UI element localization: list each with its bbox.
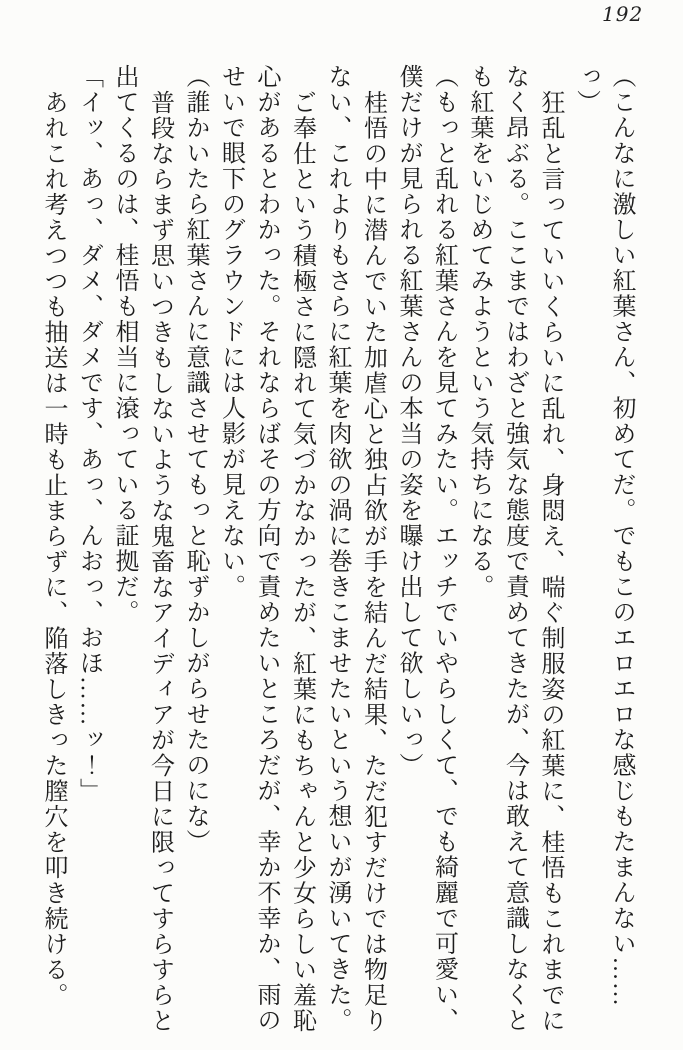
text-line: 「イッ、あっ、ダメ、ダメです、あっ、んおっ、おほ……ッ！」 (75, 64, 102, 804)
text-line: 普段ならまず思いつきもしないような鬼畜なアイディアが今日に限ってすらすらと (146, 89, 173, 1033)
text-line: 狂乱と言っていいくらいに乱れ、身悶え、喘ぐ制服姿の紅葉に、桂悟もこれまでに (537, 89, 563, 1033)
text-line: あれこれ考えつつも抽送は一時も止まらずに、陥落しきった膣穴を叩き続ける。 (40, 89, 66, 1008)
text-line: も紅葉をいじめてみようという気持ちになる。 (466, 64, 492, 600)
text-line: 心があるとわかった。それならばその方向で責めたいところだが、幸か不幸か、雨の (253, 64, 279, 1033)
text-line: （誰かいたら紅葉さんに意識させてもっと恥ずかしがらせたのにな） (182, 64, 208, 855)
text-line: せいで眼下のグラウンドには人影が見えない。 (217, 64, 244, 600)
text-line: 僕だけが見られる紅葉さんの本当の姿を曝け出して欲しいっ） (395, 64, 421, 778)
text-line: 出てくるのは、桂悟も相当に滾っている証拠だ。 (111, 64, 137, 625)
text-line: っ） (572, 64, 599, 115)
text-block (35, 64, 639, 1033)
text-line: （こんなに激しい紅葉さん、初めてだ。でもこのエロエロな感じもたまんない…… (608, 64, 634, 1008)
text-line: ない、これよりもさらに紅葉を肉欲の渦に巻きこませたいという想いが湧いてきた。 (324, 64, 350, 1033)
text-line: ご奉仕という積極さに隠れて気づかなかったが、紅葉にもちゃんと少女らしい羞恥 (288, 89, 315, 1033)
text-line: （もっと乱れる紅葉さんを見てみたい。エッチでいやらしくて、でも綺麗で可愛い、 (430, 64, 457, 1033)
page-number: 192 (602, 2, 644, 26)
text-line: なく昂ぶる。ここまではわざと強気な態度で責めてきたが、今は敢えて意識しなくと (501, 64, 528, 1033)
text-line: 桂悟の中に潜んでいた加虐心と独占欲が手を結んだ結果、ただ犯すだけでは物足り (359, 89, 386, 1033)
